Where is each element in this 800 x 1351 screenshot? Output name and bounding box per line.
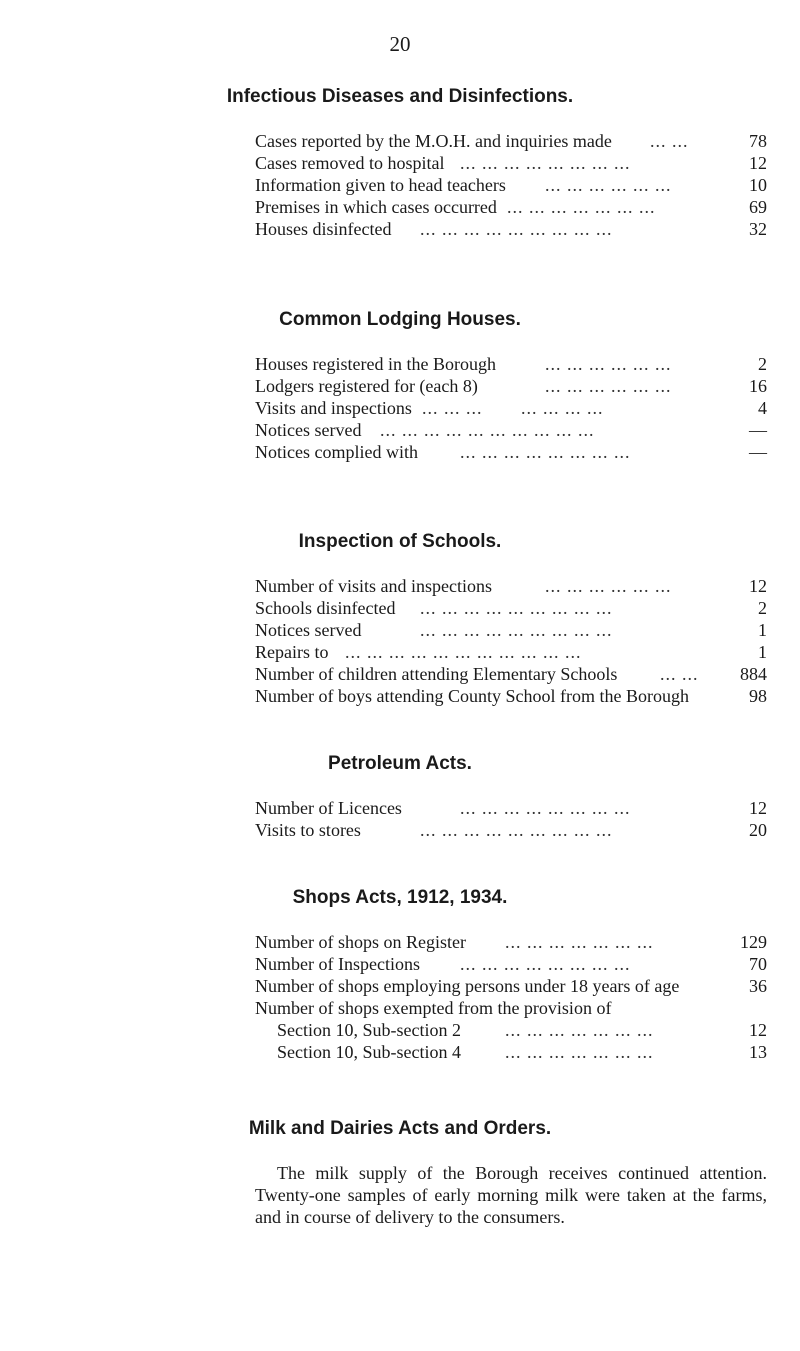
row-label: Number of boys attending County School from the Borough <box>255 686 689 706</box>
dot-leader: ... ... ... ... ... ... ... ... ... ... ... <box>345 642 582 662</box>
row-label: Section 10, Sub-section 2 <box>277 1020 461 1040</box>
row-label: Repairs to <box>255 642 329 662</box>
row-label: Cases reported by the M.O.H. and inquiries made <box>255 131 612 151</box>
table-row <box>255 819 767 841</box>
row-label: Number of children attending Elementary Schools <box>255 664 618 684</box>
dot-leader: ... ... ... ... ... ... ... ... ... <box>420 820 613 840</box>
table-row <box>255 685 767 707</box>
section-common-lodging-houses <box>0 309 800 463</box>
dot-leader: ... ... ... ... ... ... ... ... ... <box>420 219 613 239</box>
row-label: Number of visits and inspections <box>255 576 492 596</box>
dot-leader: ... ... ... ... ... ... ... <box>505 1020 654 1040</box>
row-value: 13 <box>749 1042 767 1062</box>
row-list <box>0 575 800 707</box>
milk-paragraph: The milk supply of the Borough receives continued attention. Twenty-one samples of early morning milk were taken at the farms, and in course of delivery to the consumers. <box>255 1163 767 1227</box>
row-label: Number of Inspections <box>255 954 420 974</box>
dot-leader: ... ... ... ... ... ... ... ... <box>460 153 631 173</box>
row-label: Cases removed to hospital <box>255 153 445 173</box>
row-value: 12 <box>749 153 767 173</box>
row-label: Premises in which cases occurred <box>255 197 497 217</box>
row-value: 4 <box>758 398 767 418</box>
dot-leader: ... ... ... ... ... ... ... ... <box>460 798 631 818</box>
row-label: Lodgers registered for (each 8) <box>255 376 478 396</box>
row-list <box>0 130 800 240</box>
section-inspection-of-schools <box>0 531 800 707</box>
row-value: 1 <box>758 642 767 662</box>
dot-leader: ... ... ... ... ... ... ... <box>422 398 604 418</box>
dot-leader: ... ... ... ... ... ... ... <box>505 932 654 952</box>
row-value: 10 <box>749 175 767 195</box>
row-value: 12 <box>749 576 767 596</box>
table-row <box>255 397 767 419</box>
row-label: Number of shops exempted from the provision of <box>255 998 612 1018</box>
section-heading: Shops Acts, 1912, 1934. <box>292 887 508 908</box>
row-label: Section 10, Sub-section 4 <box>277 1042 461 1062</box>
section-milk-and-dairies <box>0 1118 800 1162</box>
row-value: 16 <box>749 376 767 396</box>
dot-leader: ... ... ... ... ... ... ... ... ... ... <box>380 420 595 440</box>
dot-leader: ... ... ... ... ... ... <box>545 354 672 374</box>
row-list <box>0 931 800 1063</box>
row-value: 69 <box>749 197 767 217</box>
row-value: 12 <box>749 1020 767 1040</box>
row-label: Information given to head teachers <box>255 175 506 195</box>
section-shops-acts <box>0 887 800 1063</box>
section-infectious-diseases <box>0 86 800 240</box>
row-value: 2 <box>758 598 767 618</box>
dot-leader: ... ... ... ... ... ... ... <box>505 1042 654 1062</box>
section-petroleum-acts <box>0 753 800 841</box>
row-list <box>0 353 800 463</box>
table-row <box>255 597 767 619</box>
dot-leader: ... ... <box>650 131 689 151</box>
row-value: 98 <box>749 686 767 706</box>
row-list <box>0 797 800 841</box>
table-row <box>255 641 767 663</box>
table-row <box>255 575 767 597</box>
table-row <box>255 931 767 953</box>
section-heading: Milk and Dairies Acts and Orders. <box>248 1118 552 1139</box>
row-label: Number of Licences <box>255 798 402 818</box>
row-label: Houses disinfected <box>255 219 392 239</box>
dot-leader: ... ... ... ... ... ... ... ... ... <box>420 620 613 640</box>
row-label: Notices complied with <box>255 442 418 462</box>
row-value: 70 <box>749 954 767 974</box>
dot-leader: ... ... ... ... ... ... <box>545 376 672 396</box>
table-row <box>255 353 767 375</box>
page-number: 20 <box>389 32 411 56</box>
row-value: 32 <box>749 219 767 239</box>
row-value: — <box>749 442 767 462</box>
table-row <box>255 218 767 240</box>
dot-leader: ... ... ... ... ... ... ... <box>507 197 656 217</box>
row-label: Notices served <box>255 620 362 640</box>
table-row <box>255 997 767 1019</box>
row-value: 20 <box>749 820 767 840</box>
table-row <box>255 152 767 174</box>
table-row <box>255 953 767 975</box>
table-row <box>255 441 767 463</box>
row-value: 1 <box>758 620 767 640</box>
section-heading: Common Lodging Houses. <box>279 309 521 330</box>
row-label: Number of shops on Register <box>255 932 466 952</box>
table-row <box>255 174 767 196</box>
dot-leader: ... ... ... ... ... ... ... ... <box>460 954 631 974</box>
row-value: 36 <box>749 976 767 996</box>
dot-leader: ... ... ... ... ... ... <box>545 576 672 596</box>
dot-leader: ... ... ... ... ... ... ... ... <box>460 442 631 462</box>
dot-leader: ... ... ... ... ... ... <box>545 175 672 195</box>
row-label: Schools disinfected <box>255 598 396 618</box>
dot-leader: ... ... <box>660 664 699 684</box>
row-label: Visits to stores <box>255 820 361 840</box>
row-label: Number of shops employing persons under 18 years of age <box>255 976 680 996</box>
section-heading: Infectious Diseases and Disinfections. <box>226 86 574 107</box>
table-row <box>255 975 767 997</box>
row-value: 12 <box>749 798 767 818</box>
table-row <box>255 619 767 641</box>
row-value: 78 <box>749 131 767 151</box>
table-row <box>255 1041 767 1063</box>
table-row <box>255 375 767 397</box>
table-row <box>255 419 767 441</box>
row-value: — <box>749 420 767 440</box>
row-value: 884 <box>740 664 767 684</box>
section-heading: Inspection of Schools. <box>298 531 502 552</box>
row-label: Houses registered in the Borough <box>255 354 496 374</box>
row-label: Visits and inspections <box>255 398 412 418</box>
table-row <box>255 196 767 218</box>
table-row <box>255 663 767 685</box>
row-label: Notices served <box>255 420 362 440</box>
row-value: 2 <box>758 354 767 374</box>
table-row <box>255 1019 767 1041</box>
row-value: 129 <box>740 932 767 952</box>
table-row <box>255 130 767 152</box>
dot-leader: ... ... ... ... ... ... ... ... ... <box>420 598 613 618</box>
table-row <box>255 797 767 819</box>
section-heading: Petroleum Acts. <box>328 753 472 774</box>
